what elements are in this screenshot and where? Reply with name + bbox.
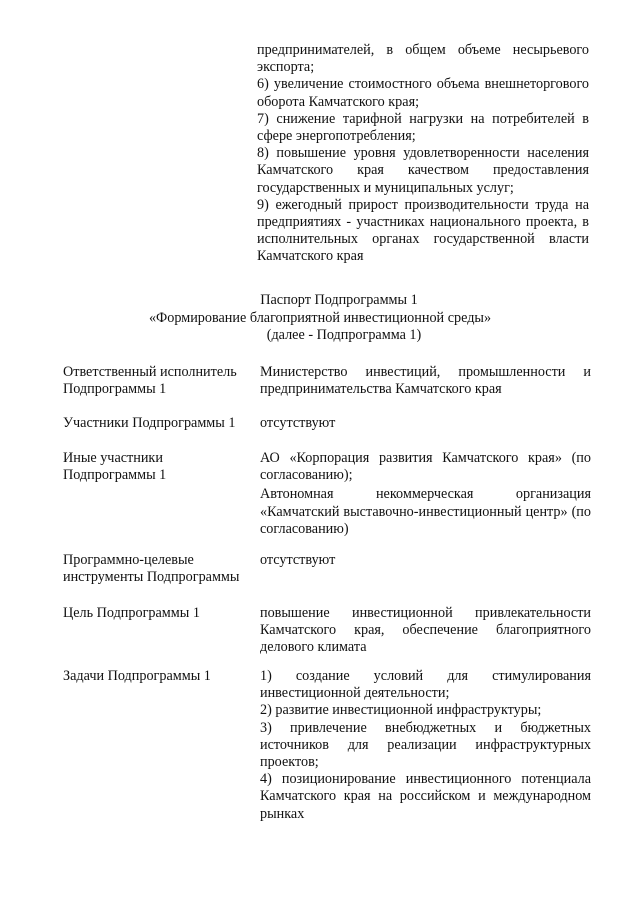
row-label: Задачи Подпрограммы 1 bbox=[63, 668, 211, 684]
row-label: Участники Подпрограммы 1 bbox=[63, 415, 236, 431]
subprogram-alias: (далее - Подпрограмма 1) bbox=[266, 327, 422, 343]
row-label: Программно-целевые инструменты Подпрограммы bbox=[63, 552, 240, 586]
list-item: предпринимателей, в общем объеме несырьевого экспорта; bbox=[257, 42, 589, 76]
value-paragraph: Министерство инвестиций, промышленности и предпринимательства Камчатского края bbox=[260, 364, 591, 398]
list-item: 7) снижение тарифной нагрузки на потребителей в сфере энергопотребления; bbox=[257, 110, 589, 145]
row-value bbox=[260, 450, 591, 538]
row-label: Иные участники Подпрограммы 1 bbox=[63, 450, 167, 484]
value-paragraph: 3) привлечение внебюджетных и бюджетных источников для реализации инфраструктурных проектов; bbox=[260, 719, 591, 771]
value-paragraph: отсутствуют bbox=[260, 552, 336, 568]
value-paragraph: 4) позиционирование инвестиционного потенциала Камчатского края на российском и международном рынках bbox=[260, 771, 591, 822]
value-paragraph: повышение инвестиционной привлекательности Камчатского края, обеспечение благоприятного делового климата bbox=[260, 605, 591, 656]
list-item: 9) ежегодный прирост производительности труда на предприятиях - участниках национального проекта, в исполнительных органах государственной власти Камчатского края bbox=[257, 196, 589, 265]
subprogram-name: «Формирование благоприятной инвестиционной среды» bbox=[148, 309, 492, 326]
list-item: 6) увеличение стоимостного объема внешнеторгового оборота Камчатского края; bbox=[257, 76, 589, 110]
list-item: 8) повышение уровня удовлетворенности населения Камчатского края качеством предоставления государственных и муниципальных услуг; bbox=[257, 145, 589, 196]
row-value bbox=[260, 605, 591, 657]
indicator-list-continuation bbox=[257, 42, 589, 266]
row-label: Цель Подпрограммы 1 bbox=[63, 605, 200, 621]
value-paragraph: Автономная некоммерческая организация «Камчатский выставочно-инвестиционный центр» (по согласованию) bbox=[260, 486, 591, 537]
row-value bbox=[260, 364, 591, 398]
value-paragraph: 1) создание условий для стимулирования инвестиционной деятельности; bbox=[260, 668, 591, 702]
row-value bbox=[260, 552, 591, 569]
value-paragraph: АО «Корпорация развития Камчатского края» (по согласованию); bbox=[260, 450, 591, 484]
row-label: Ответственный исполнитель Подпрограммы 1 bbox=[63, 364, 237, 398]
row-value bbox=[260, 668, 591, 823]
passport-title: Паспорт Подпрограммы 1 bbox=[260, 292, 418, 308]
value-paragraph: отсутствуют bbox=[260, 415, 336, 431]
value-paragraph: 2) развитие инвестиционной инфраструктуры; bbox=[260, 702, 542, 719]
passport-heading bbox=[0, 292, 640, 345]
row-value bbox=[260, 415, 591, 432]
